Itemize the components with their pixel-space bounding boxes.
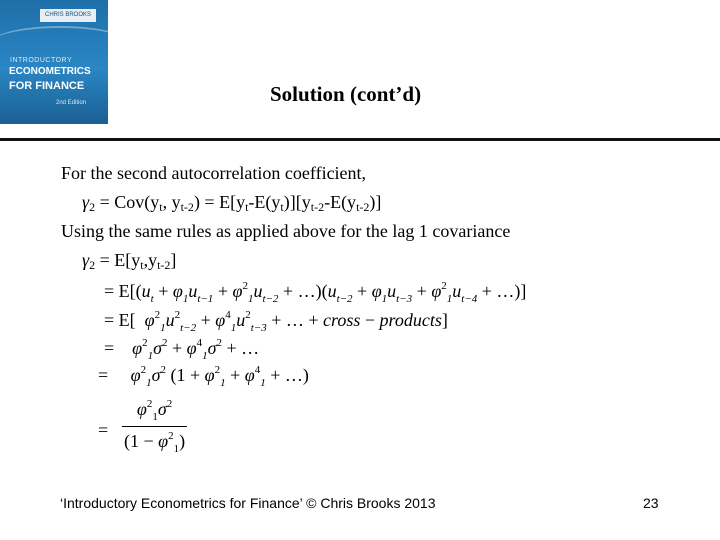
eq-text: ,y <box>143 250 158 270</box>
eq-sub: t-2 <box>180 200 194 214</box>
gamma2-definition <box>82 192 381 215</box>
eq-equals: = <box>104 338 115 358</box>
eq-sub: t <box>280 200 284 214</box>
expansion-line-4: = $\varphi^2_1\sigma^2$ ($1 + \varphi^2_1 + \varphi^4_1$ + …) <box>98 364 309 389</box>
final-fraction <box>122 398 187 455</box>
eq-sub: t-2 <box>310 200 325 214</box>
eq-prefix: = E[ <box>104 281 136 301</box>
expansion-line-2: = E[ $\varphi^2_1u^2_{t-2} + \varphi^4_1u^2_{t-3}$ + … + cross − products] <box>104 309 448 334</box>
eq-sub: t <box>159 200 163 214</box>
eq-text: = E[y <box>95 250 141 270</box>
gamma2-expectation <box>82 250 176 273</box>
expansion-line-1: = $E[(u_t + \varphi_1u_{t-1} + \varphi^2_1u_{t-2}$ + $\dots)(u_{t-2} + \varphi_1u_{t-3} + \varphi^2_1u_{t-4}$ + …)] <box>104 280 527 305</box>
expansion-line-3: = $\varphi^2_1\sigma^2 + \varphi^4_1\sigma^2$ + … <box>104 337 260 362</box>
eq-text: , y <box>162 192 181 212</box>
eq-sub: t-2 <box>157 258 171 272</box>
eq-sub: t <box>140 258 144 272</box>
gamma-symbol: γ <box>82 250 90 270</box>
eq-text: )] <box>369 192 382 212</box>
eq-sub: t <box>245 200 249 214</box>
final-equals: = <box>98 420 109 440</box>
footer-citation: ‘Introductory Econometrics for Finance’ © Chris Brooks 2013 <box>60 495 436 511</box>
intro-text: For the second autocorrelation coefficient, <box>61 163 367 183</box>
fraction-denominator: $(1 - \varphi^2_1)$ <box>124 430 186 455</box>
book-cover-image <box>0 0 108 124</box>
cover-line-3: FOR FINANCE <box>9 80 85 92</box>
eq-text: -E(y <box>248 192 281 212</box>
cover-author: CHRIS BROOKS <box>40 9 96 22</box>
eq-text: ] <box>170 250 177 270</box>
eq-text: -E(y <box>324 192 357 212</box>
eq-text: = Cov(y <box>95 192 160 212</box>
title-divider <box>0 138 720 141</box>
eq-text: ) = E[y <box>193 192 246 212</box>
cover-line-1: INTRODUCTORY <box>10 57 73 64</box>
fraction-numerator: $\varphi^2_1\sigma^2$ <box>136 398 173 423</box>
page-number: 23 <box>643 495 659 511</box>
eq-equals: = <box>98 365 109 385</box>
eq-prefix: = E[ <box>104 310 136 330</box>
cover-edition: 2nd Edition <box>56 100 87 106</box>
slide-title: Solution (cont’d) <box>270 82 422 106</box>
rules-text: Using the same rules as applied above for the lag 1 covariance <box>61 221 511 241</box>
cover-line-2: ECONOMETRICS <box>9 66 91 77</box>
eq-text: )][y <box>283 192 311 212</box>
gamma-subscript: 2 <box>89 258 96 272</box>
eq-sub: t-2 <box>356 200 370 214</box>
gamma-symbol: γ <box>82 192 90 212</box>
gamma-subscript: 2 <box>89 200 96 214</box>
fraction-bar <box>122 426 187 427</box>
